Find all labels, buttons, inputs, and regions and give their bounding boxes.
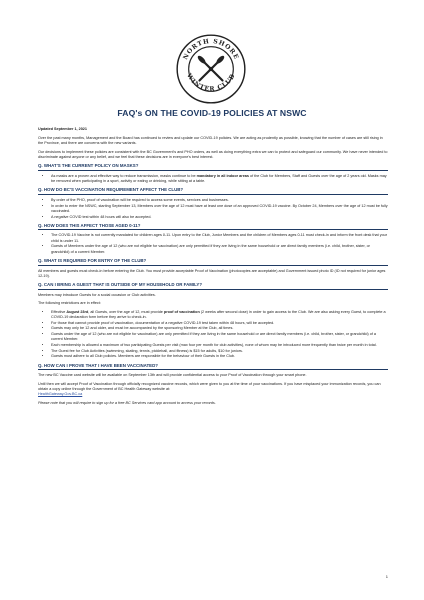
list-item: • Guests of Members under the age of 12 (who are not eligible for vaccination) are only permitted if they are living in the same household or are direct family members (i.e. child, brother, sister, or grandchild) of a current Member. xyxy=(51,244,388,255)
proof-paragraph-2: Until then we will accept Proof of Vaccination through officially recognized vaccine records, which were given to you at the time of your vaccinations. If you have misplaced your immunization records, you can obtain a copy online through the Government of BC Health Gateway website at: HealthGateway.Gov.BC.ca xyxy=(38,381,381,397)
heading-guests: Q. CAN I BRING A GUEST THAT IS OUTSIDE OF MY HOUSEHOLD OR FAMILY? xyxy=(38,282,388,290)
list-item: • Each membership is allowed a maximum of two participating Guests per visit (max four per month for club activities), none of whom may be introduced more frequently than twice per month in total. xyxy=(51,343,388,348)
list-item: • Guests must adhere to all Club policies. Members are responsible for the behaviour of their Guests in the Club. xyxy=(51,354,388,359)
guests-paragraph-2: The following restrictions are in effect: xyxy=(38,301,101,306)
list-item: • Guests under the age of 12 (who are not eligible for vaccination) are only permitted if they are living in the same household or are direct family members (i.e. child, brother, sister, or grandchild) of a current Member. xyxy=(51,332,388,343)
list-item: • Guests may only be 12 and older, and must be accompanied by the sponsoring Member at the Club, all times. xyxy=(51,326,388,331)
document-body xyxy=(38,127,388,409)
masks-list xyxy=(38,174,388,185)
page-title: FAQ's ON THE COVID-19 POLICIES AT NSWC xyxy=(117,108,307,118)
svg-text:WINTER CLUB: WINTER CLUB xyxy=(185,72,237,93)
guests-list xyxy=(38,310,388,360)
ages-list xyxy=(38,233,388,255)
intro-paragraph-1: Over the past many months, Management and the Board has continued to review and update our COVID-19 policies. We are acting as prudently as possible, knowing that the number of cases are still rising in the Province, and there are concerns with the new variants. xyxy=(38,135,383,146)
list-item: • The Guest fee for Club Activities (swimming, skating, tennis, pickleball, and fitness) is $15 for adults, $10 for juniors. xyxy=(51,349,388,354)
intro-paragraph-2: Our decisions to implement these policies are consistent with the BC Government's and PHO orders, as well as doing everything extra we can to protect and safeguard our community. We have never intended to discriminate against anyone or any belief, and we feel that these decisions are in everyone's best interest. xyxy=(38,149,388,159)
proof-paragraph-1: The new BC Vaccine card website will be available on September 13th and will provide confidential access to your Proof of Vaccination through your smart phone. xyxy=(38,373,307,378)
health-gateway-link[interactable]: HealthGateway.Gov.BC.ca xyxy=(38,392,83,397)
list-item: • The COVID-19 Vaccine is not currently mandated for children ages 0-11. Upon entry to the Club, Junior Members and the children of Members ages 0-11 must check-in and inform the front desk that your child is under 11. xyxy=(51,233,388,244)
club-logo xyxy=(175,33,247,105)
list-item: • A negative COVID test within 48 hours will also be accepted. xyxy=(51,215,388,220)
guests-paragraph-1: Members may introduce Guests for a social occasion or Club activities. xyxy=(38,292,156,297)
list-item: • As masks are a proven and effective way to reduce transmission, masks continue to be mandatory in all indoor areas of the Club for Members, Staff and Guests over the age of 2 years old. Masks may be removed when participating in a sport, activity or eating or drinking, while sitting at a table. xyxy=(51,174,388,185)
updated-date: Updated September 1, 2021 xyxy=(38,127,87,131)
vaccination-list xyxy=(38,198,388,220)
club-logo-crest-icon xyxy=(175,33,247,105)
heading-masks: Q. WHAT'S THE CURRENT POLICY ON MASKS? xyxy=(38,163,388,171)
heading-ages: Q. HOW DOES THIS AFFECT THOSE AGED 0-11? xyxy=(38,223,388,231)
list-item: • Effective August 23rd, all Guests, over the age of 12, must provide proof of vaccination (2 weeks after second dose) in order to gain access to the Club. We are also asking every Guest, to complete a COVID-19 declaration form before they arrive to check-in. xyxy=(51,310,388,321)
list-item: • By order of the PHO, proof of vaccination will be required to access some events, services and businesses. xyxy=(51,198,388,203)
heading-proof: Q. HOW CAN I PROVE THAT I HAVE BEEN VACCINATED? xyxy=(38,363,388,371)
entry-paragraph: All members and guests must check-in before entering the Club. You must provide acceptable Proof of Vaccination (photocopies are acceptable) and Government issued photo ID (ID not required for junior ages 12-19). xyxy=(38,268,386,278)
list-item: • For those that cannot provide proof of vaccination, documentation of a negative COVID-19 test taken within 48 hours, will be accepted. xyxy=(51,321,388,326)
page-number: 1 xyxy=(385,574,388,579)
svg-text:NORTH SHORE: NORTH SHORE xyxy=(182,37,240,61)
proof-note: Please note that you will require to sign up for a free BC Services card app account to access your records. xyxy=(38,400,216,405)
heading-vaccination: Q. HOW DO BC'S VACCINATION REQUIREMENT AFFECT THE CLUB? xyxy=(38,187,388,195)
heading-entry: Q. WHAT IS REQUIRED FOR ENTRY OF THE CLUB? xyxy=(38,258,388,266)
list-item: • In order to enter the NSWC, starting September 13, Members over the age of 12 must have at least one dose of an approved COVID-19 vaccine. By October 24, Members over the age of 12 must be fully vaccinated. xyxy=(51,204,388,215)
